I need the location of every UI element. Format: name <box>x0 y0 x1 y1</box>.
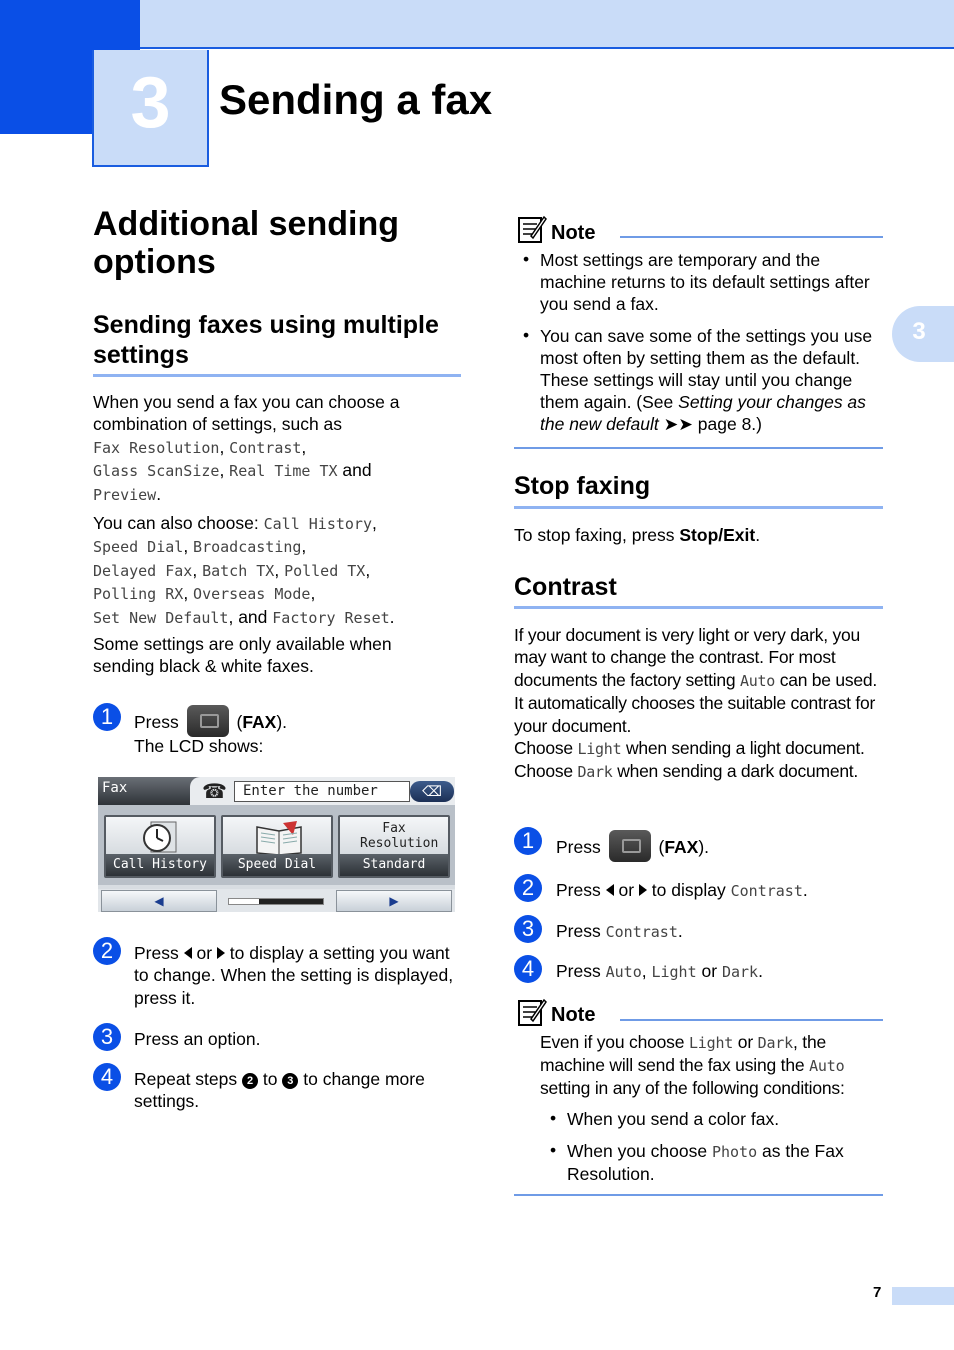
page-tab <box>892 1287 954 1305</box>
lcd-scrollbar-thumb[interactable] <box>229 899 259 904</box>
note1-bullet-2: You can save some of the settings you use most often by setting them as the default. These settings will stay until you change them again. (See Setting your changes as the new default ➤➤ page 8.) <box>540 326 873 434</box>
note-bottom-rule <box>514 1194 883 1196</box>
contrast-step-3: 3 <box>514 915 542 943</box>
side-tab-number: 3 <box>912 318 926 345</box>
contrast-paragraph: If your document is very light or very dark, you may want to change the contrast. For most documents the factory setting Auto can be used. It automatically chooses the suitable contrast for your document. Choose Light when sending a light document. Choose Dark when sending a dark document. <box>514 625 877 782</box>
header-strip <box>140 0 954 49</box>
step-number-4: 4 <box>93 1063 121 1091</box>
paragraph-also-choose: You can also choose: Call History, Speed Dial, Broadcasting, Delayed Fax, Batch TX, Polled TX, Polling RX, Overseas Mode, Set New Default, and Factory Reset. <box>93 513 395 627</box>
bullet-dot: • <box>523 325 530 345</box>
note-title: Note <box>551 1004 596 1026</box>
tile-label: Speed Dial <box>223 854 331 876</box>
note-icon <box>517 997 547 1027</box>
contrast-step-4: 4 <box>514 955 542 983</box>
stop-faxing-text: To stop faxing, press Stop/Exit. <box>514 525 761 545</box>
step-ref-3: 3 <box>282 1073 298 1089</box>
left-arrow-icon <box>606 884 614 896</box>
contrast-heading: Contrast <box>514 573 617 601</box>
note-rule <box>620 236 883 238</box>
note2-bullet-1: When you send a color fax. <box>567 1109 780 1129</box>
lcd-title: Fax <box>102 780 128 796</box>
note-bottom-rule <box>514 447 883 449</box>
note2-text: Even if you choose Light or Dark, the machine will send the fax using the Auto setting in any of the following conditions: <box>540 1032 845 1098</box>
subsection-heading: Sending faxes using multiple settings <box>93 311 439 369</box>
tile-fax-resolution[interactable] <box>338 815 450 878</box>
heading-rule <box>514 606 883 609</box>
number-input[interactable]: Enter the number <box>234 781 410 802</box>
right-arrow-icon <box>217 947 225 959</box>
tile-speed-dial[interactable] <box>221 815 333 878</box>
step-1-text: Press (FAX). <box>134 705 287 737</box>
lcd-left-arrow[interactable]: ◀ <box>101 890 217 912</box>
note2-bullet-2: When you choose Photo as the Fax Resolution. <box>567 1141 844 1184</box>
backspace-icon[interactable]: ⌫ <box>410 781 454 802</box>
step-4-text: Repeat steps 2 to 3 to change more settings. <box>134 1069 425 1112</box>
step-1-lcd-shows: The LCD shows: <box>134 736 264 756</box>
tile-label: Call History <box>106 854 214 876</box>
stop-faxing-heading: Stop faxing <box>514 472 651 500</box>
step-3-text: Press an option. <box>134 1029 261 1049</box>
contrast-step-2-text: Press or to display Contrast. <box>556 880 808 900</box>
page-number: 7 <box>873 1284 882 1301</box>
left-arrow-icon <box>184 947 192 959</box>
note-icon <box>517 214 547 244</box>
chapter-number: 3 <box>130 63 171 143</box>
heading-rule <box>514 506 883 509</box>
bullet-dot: • <box>550 1140 557 1160</box>
bullet-dot: • <box>523 249 530 269</box>
book-icon <box>253 819 305 857</box>
tile-call-history[interactable] <box>104 815 216 878</box>
chapter-title: Sending a fax <box>219 76 493 123</box>
clock-icon <box>142 820 178 856</box>
step-number-2: 2 <box>93 937 121 965</box>
heading-rule <box>93 374 461 377</box>
tile-top-label: Fax Resolution <box>360 821 439 851</box>
step-number-3: 3 <box>93 1023 121 1051</box>
paragraph-settings: When you send a fax you can choose a combination of settings, such as Fax Resolution, Contrast, Glass ScanSize, Real Time TX and Preview. <box>93 392 400 504</box>
paragraph-bw: Some settings are only available when sending black & white faxes. <box>93 634 392 677</box>
double-arrow-icon: ➤➤ <box>663 414 693 434</box>
contrast-step-2: 2 <box>514 874 542 902</box>
bullet-dot: • <box>550 1108 557 1128</box>
fax-button-icon <box>609 830 651 862</box>
right-arrow-icon <box>639 884 647 896</box>
contrast-step-4-text: Press Auto, Light or Dark. <box>556 961 763 981</box>
contrast-step-1-text: Press (FAX). <box>556 830 709 862</box>
note-rule <box>620 1019 883 1021</box>
fax-button-icon <box>187 705 229 737</box>
contrast-step-1: 1 <box>514 827 542 855</box>
step-2-text: Press or to display a setting you want to change. When the setting is displayed, press it. <box>134 943 454 1008</box>
lcd-screen <box>98 777 455 912</box>
step-ref-2: 2 <box>242 1073 258 1089</box>
note1-bullet-1: Most settings are temporary and the machine returns to its default settings after you send a fax. <box>540 250 870 314</box>
phone-icon: ☎ <box>202 781 227 803</box>
note-title: Note <box>551 222 596 244</box>
contrast-step-3-text: Press Contrast. <box>556 921 683 941</box>
step-number-1: 1 <box>93 703 121 731</box>
section-heading: Additional sending options <box>93 205 399 281</box>
lcd-right-arrow[interactable]: ▶ <box>336 890 452 912</box>
tile-label: Standard <box>340 854 448 876</box>
lcd-scrollbar[interactable] <box>228 898 324 905</box>
